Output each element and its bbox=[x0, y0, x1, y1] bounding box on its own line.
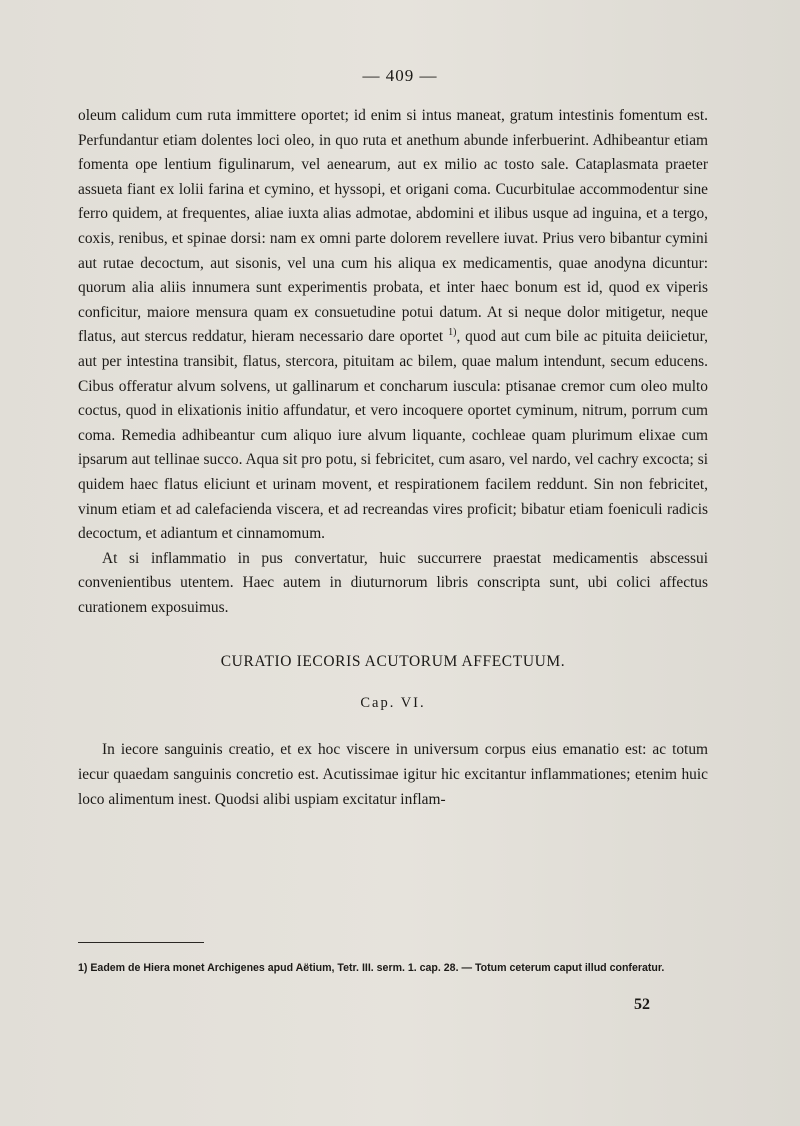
footnote-reference[interactable]: 1) bbox=[448, 327, 457, 339]
footnote-divider bbox=[78, 942, 204, 943]
page-number: — 409 — bbox=[362, 66, 438, 85]
paragraph-3: In iecore sanguinis creatio, et ex hoc viscere in universum corpus eius emanatio est: ac totum iecur quaedam sanguinis concretio est. Acutissimae igitur hic excitantur inflammationes; etenim huic loco alimentum inest. Quodsi alibi uspiam excitatur inflam- bbox=[78, 741, 708, 808]
paragraph-1-text-b: , quod aut cum bile ac pituita deiicietur, aut per intestina transibit, flatus, stercora, pituitam ac bilem, quae malum intendunt, secum educens. Cibus offeratur alvum solvens, ut gallinarum et concharum iuscula: ptisanae cremor cum oleo multo coctus, quod in elixationis initio affundatur, et vero incoquere oportet cyminum, nitrum, porrum cum coma. Remedia adhibeantur cum aliquo iure alvum liquante, cochleae quam plurimum elixae cum ipsarum aut tellinae succo. Aqua sit pro potu, si febricitet, cum asaro, vel nardo, vel cachry excocta; si quidem haec flatus eliciunt et urinam movent, et respirationem facilem reddunt. Sin non febricitet, vinum etiam et ad calefacienda viscera, et ad recreandas vires proficit; bibatur etiam foeniculi radicis decoctum, et adiantum et cinnamomum. bbox=[78, 328, 708, 543]
signature-mark: 52 bbox=[634, 996, 650, 1013]
chapter-heading: Cap. VI. bbox=[360, 695, 426, 712]
footnote: 1) Eadem de Hiera monet Archigenes apud Aëtium, Tetr. III. serm. 1. cap. 28. — Totum ceterum caput illud conferatur. bbox=[78, 962, 665, 974]
paragraph-2: At si inflammatio in pus convertatur, huic succurrere praestat medicamentis abscessui convenientibus utentem. Haec autem in diuturnorum libris conscripta sunt, ubi colici affectus curationem exposuimus. bbox=[78, 549, 708, 616]
page-body bbox=[78, 104, 708, 812]
paragraph-1-text-a: oleum calidum cum ruta immittere oportet; id enim si intus maneat, gratum intestinis fomentum est. Perfundantur etiam dolentes loci oleo, in quo ruta et anethum abunde inferbuerint. Adhibeantur etiam fomenta ope lentium figulinarum, vel aenearum, aut ex milio ac tosto sale. Cataplasmata praeter assueta fiant ex lolii farina et cymino, et hyssopi, et origani coma. Cucurbitulae accommodentur sine ferro quidem, at frequentes, aliae iuxta alias admotae, abdomini et ilibus usque ad inguina, et a tergo, coxis, renibus, et spinae dorsi: nam ex omni parte dolorem revellere iuvat. Prius vero bibantur cymini aut rutae decoctum, aut sisonis, vel una cum his aliqua ex medicamentis, quae anodyna dicuntur: quorum alia aliis innumera sunt experimentis probata, et inter haec bonum est id, quod ex viperis conficitur, maiore mensura quam ex consuetudine potui datum. At si neque dolor mitigetur, neque flatus, aut stercus reddatur, hieram necessario dare oportet bbox=[78, 107, 708, 346]
section-title: CURATIO IECORIS ACUTORUM AFFECTUUM. bbox=[220, 653, 566, 671]
paragraph-1 bbox=[78, 104, 708, 547]
